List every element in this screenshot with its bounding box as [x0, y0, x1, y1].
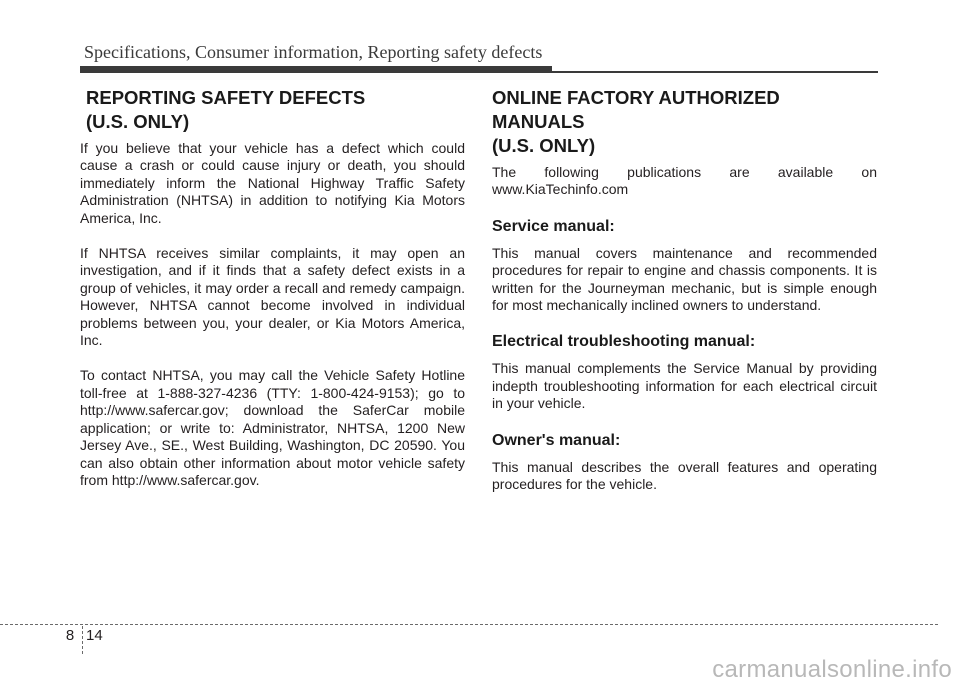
footer-rule: [0, 624, 938, 625]
heading-line-1: REPORTING SAFETY DEFECTS: [86, 87, 366, 108]
service-manual-heading: Service manual:: [492, 217, 615, 235]
publications-intro: The following publications are available on www.KiaTechinfo.com: [492, 164, 877, 198]
contact-nhtsa-paragraph: To contact NHTSA, you may call the Vehicle Safety Hotline toll-free at 1-888-327-4236 (TTY: 1-800-424-9153); go to http://www.safercar.gov; download the SaferCar mobile application; or write to: Administrator, NHTSA, 1200 New Jersey Ave., SE., West Building, Washington, DC 20590. You can also obtain other information about motor vehicle safety from http://www.safercar.gov.: [80, 367, 465, 488]
heading-line-2: (U.S. ONLY): [86, 111, 190, 132]
investigation-paragraph: If NHTSA receives similar complaints, it may open an investigation, and if it finds that a safety defect exists in a group of vehicles, it may order a recall and remedy campaign. However, NHTSA cannot become involved in individual problems between you, your dealer, or Kia Motors America, Inc.: [80, 245, 465, 349]
owners-manual-heading: Owner's manual:: [492, 431, 621, 449]
heading-line-2: (U.S. ONLY): [492, 135, 596, 156]
page-number: 14: [86, 627, 103, 644]
page-number-divider: [82, 626, 83, 654]
service-manual-text: This manual covers maintenance and recommended procedures for repair to engine and chassis components. It is written for the Journeyman mechanic, but is simple enough for most mechanically inclined owners to understand.: [492, 244, 877, 314]
header-rule: [552, 71, 878, 73]
left-column: [80, 86, 465, 507]
heading-line-1: ONLINE FACTORY AUTHORIZED MANUALS: [492, 87, 780, 132]
defect-notice-paragraph: If you believe that your vehicle has a defect which could cause a crash or could cause injury or death, you should immediately inform the National Highway Traffic Safety Administration (NHTSA) in addition to notifying Kia Motors America, Inc.: [80, 140, 465, 226]
section-number: 8: [65, 627, 75, 644]
owners-manual-text: This manual describes the overall features and operating procedures for the vehicle.: [492, 458, 877, 493]
watermark: carmanualsonline.info: [712, 656, 952, 683]
electrical-manual-heading: Electrical troubleshooting manual:: [492, 333, 756, 351]
online-manuals-heading: [492, 86, 877, 158]
reporting-safety-defects-heading: [80, 86, 465, 134]
header-bar: [80, 66, 552, 73]
electrical-manual-text: This manual complements the Service Manual by providing indepth troubleshooting information for each electrical circuit in your vehicle.: [492, 360, 877, 412]
running-header-title: Specifications, Consumer information, Reporting safety defects: [84, 42, 543, 62]
right-column: [492, 86, 877, 511]
